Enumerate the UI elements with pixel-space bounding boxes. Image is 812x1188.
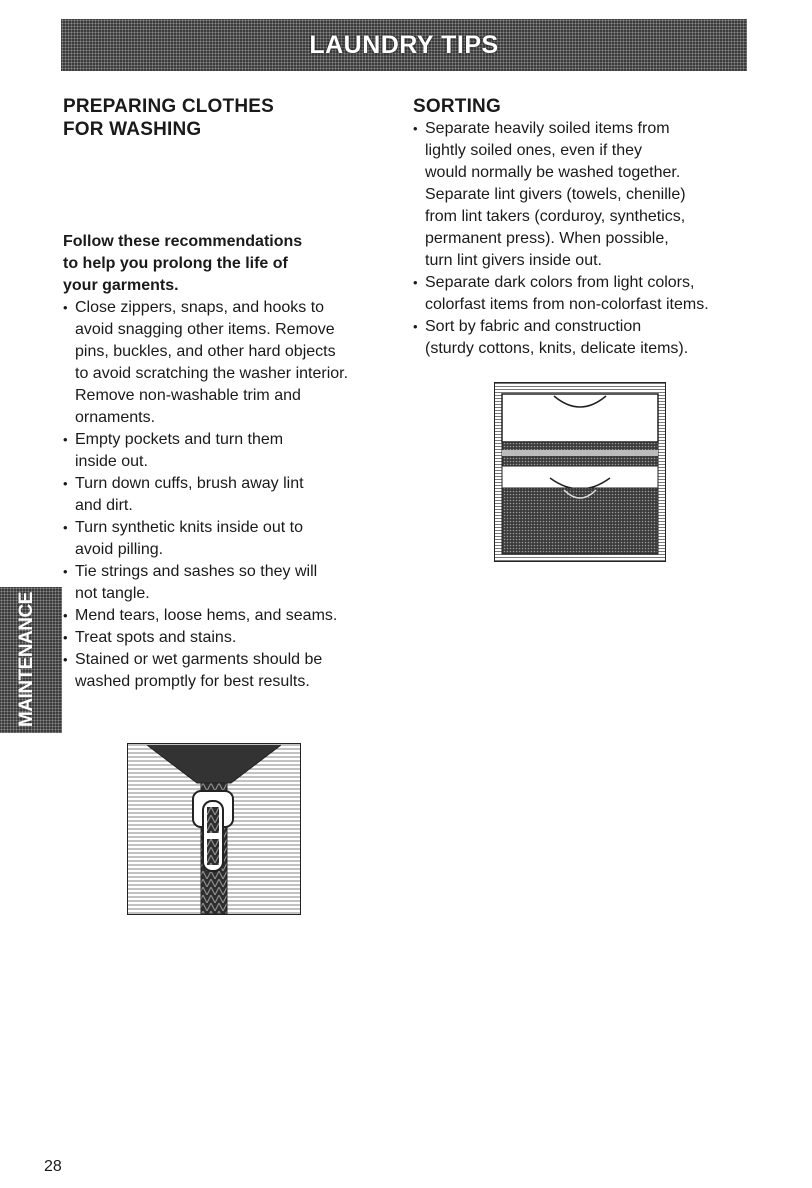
page-number: 28 bbox=[44, 1158, 62, 1175]
list-item: • Treat spots and stains. bbox=[63, 627, 363, 649]
list-item: • Turn synthetic knits inside out to avoid pilling. bbox=[63, 517, 363, 561]
list-item: • Sort by fabric and construction (sturdy cottons, knits, delicate items). bbox=[413, 316, 753, 360]
folded-clothes-stack-icon bbox=[494, 382, 666, 562]
page-title: LAUNDRY TIPS bbox=[309, 30, 499, 59]
list-item: • Empty pockets and turn them inside out. bbox=[63, 429, 363, 473]
page-banner bbox=[61, 19, 747, 71]
preparing-clothes-heading bbox=[63, 95, 363, 141]
heading-line: PREPARING CLOTHES bbox=[63, 96, 275, 117]
list-item: • Separate heavily soiled items from lightly soiled ones, even if they would normally be washed together. Separate lint givers (towels, chenille) from lint takers (corduroy, synthetics, permanent press). When possible, turn lint givers inside out. bbox=[413, 118, 753, 272]
section-side-tab bbox=[0, 587, 62, 733]
heading-line: FOR WASHING bbox=[63, 119, 202, 140]
list-item: • Close zippers, snaps, and hooks to avoid snagging other items. Remove pins, buckles, and other hard objects to avoid scratching the washer interior. Remove non-washable trim and ornaments. bbox=[63, 297, 363, 429]
sorting-section bbox=[413, 95, 753, 360]
preparing-tips-list bbox=[63, 297, 363, 693]
sorting-heading: SORTING bbox=[413, 96, 501, 117]
preparing-intro-text bbox=[63, 231, 363, 297]
section-side-tab-label: MAINTENANCE bbox=[16, 592, 37, 727]
intro-line: your garments. bbox=[63, 277, 179, 294]
zipper-icon bbox=[127, 743, 301, 915]
intro-line: Follow these recommendations bbox=[63, 233, 303, 250]
sorting-tips-list bbox=[413, 118, 753, 360]
list-item: • Separate dark colors from light colors, colorfast items from non-colorfast items. bbox=[413, 272, 753, 316]
list-item: • Turn down cuffs, brush away lint and dirt. bbox=[63, 473, 363, 517]
intro-line: to help you prolong the life of bbox=[63, 255, 288, 272]
list-item: • Tie strings and sashes so they will not tangle. bbox=[63, 561, 363, 605]
preparing-clothes-section bbox=[63, 95, 363, 693]
list-item: • Mend tears, loose hems, and seams. bbox=[63, 605, 363, 627]
list-item: • Stained or wet garments should be washed promptly for best results. bbox=[63, 649, 363, 693]
